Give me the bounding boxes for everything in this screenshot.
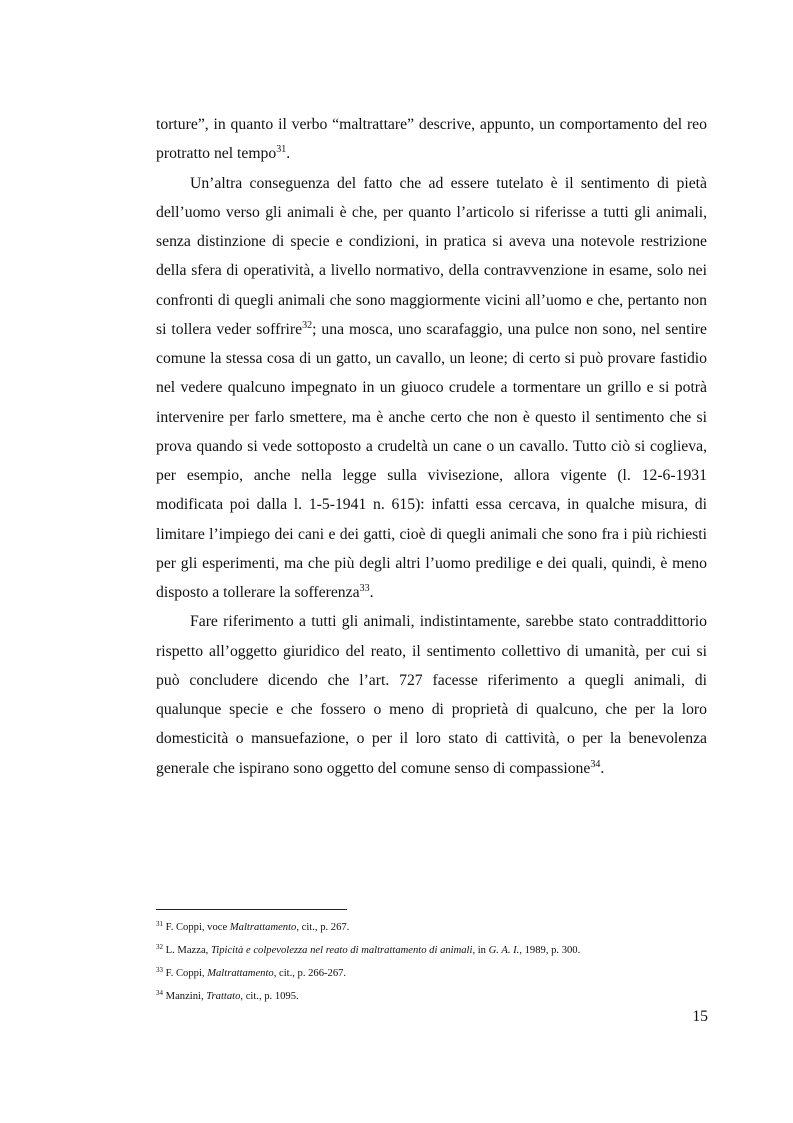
footnote-ref: 32	[302, 319, 313, 331]
footnote-text: Manzini,	[163, 991, 207, 1002]
paragraph-text: Un’altra conseguenza del fatto che ad essere tutelato è il sentimento di pietà dell’uomo verso gli animali è che, per quanto l’articolo si riferisse a tutti gli animali, senza distinzione di specie e condizioni, in pratica si aveva una notevole restrizione della sfera di operatività, a livello normativo, della contravvenzione in esame, solo nei confronti di quegli animali che sono maggiormente vicini all’uomo e che, pertanto non si tollera veder soffrire	[156, 174, 707, 338]
footnote-title: Maltrattamento	[207, 968, 274, 979]
footnote	[156, 939, 716, 962]
footnote-ref: 33	[359, 583, 370, 594]
footnote-number: 31	[156, 920, 163, 928]
footnote-title: Trattato	[206, 991, 241, 1002]
paragraph	[156, 169, 707, 608]
footnote-text: , cit., p. 1095.	[240, 991, 299, 1002]
footnote-text: , 1989, p. 300.	[519, 945, 581, 956]
paragraph-text: .	[369, 584, 374, 601]
footnote	[156, 916, 716, 939]
footnote-number: 32	[156, 943, 163, 951]
footnote-ref: 34	[590, 758, 601, 770]
paragraph	[156, 607, 707, 783]
footnote	[156, 985, 716, 1008]
footnote-text: F. Coppi, voce	[163, 922, 230, 933]
footnote-title: G. A. I.	[488, 945, 520, 956]
footnote-number: 34	[156, 989, 163, 997]
footnote-text: , cit., p. 267.	[296, 922, 350, 933]
footnote-text: L. Mazza,	[163, 945, 211, 956]
body-text	[156, 110, 707, 783]
footnote-ref: 31	[276, 144, 287, 156]
footnote-text: , in	[472, 945, 489, 956]
footnote-title: Maltrattamento	[229, 922, 297, 933]
page-number: 15	[692, 1008, 708, 1025]
paragraph-text: torture”, in quanto il verbo “maltrattare” descrive, appunto, un comportamento del reo protratto nel tempo	[156, 116, 707, 163]
paragraph	[156, 110, 707, 169]
paragraph-text: .	[600, 759, 605, 777]
paragraph-text: ; una mosca, uno scarafaggio, una pulce non sono, nel sentire comune la stessa cosa di un gatto, un cavallo, un leone; di certo si può provare fastidio nel vedere qualcuno impegnato in un giuoco crudele a tormentare un grillo e si potrà intervenire per farlo smettere, ma è anche certo che non è questo il sentimento che si prova quando si vede sottoposto a crudeltà un cane o un cavallo. Tutto ciò si coglieva, per esempio, anche nella legge sulla vivisezione, allora vigente (l. 12-6-1931 modificata poi dalla l. 1-5-1941 n. 615): infatti essa cercava, in qualche misura, di limitare l’impiego dei cani e dei gatti, cioè di quegli animali che sono fra i più richiesti per gli esperimenti, ma che più degli altri l’uomo predilige e dei quali, quindi, è meno disposto a tollerare la sofferenza	[156, 320, 707, 601]
paragraph-text: Fare riferimento a tutti gli animali, indistintamente, sarebbe stato contraddittorio rispetto all’oggetto giuridico del reato, il sentimento collettivo di umanità, per cui si può concludere dicendo che l’art. 727 facesse riferimento a quegli animali, di qualunque specie e che fossero o meno di proprietà di qualcuno, che per la loro domesticità o mansuefazione, o per il loro stato di cattività, o per la benevolenza generale che ispirano sono oggetto del comune senso di compassione	[156, 613, 707, 777]
footnote-separator	[156, 909, 347, 910]
footnote	[156, 962, 716, 985]
footnote-title: Tipicità e colpevolezza nel reato di maltrattamento di animali	[210, 945, 473, 956]
footnote-text: F. Coppi,	[163, 968, 208, 979]
footnote-text: , cit., p. 266-267.	[273, 968, 347, 979]
footnotes	[156, 916, 716, 1008]
footnote-number: 33	[156, 966, 163, 974]
paragraph-text: .	[286, 145, 291, 163]
